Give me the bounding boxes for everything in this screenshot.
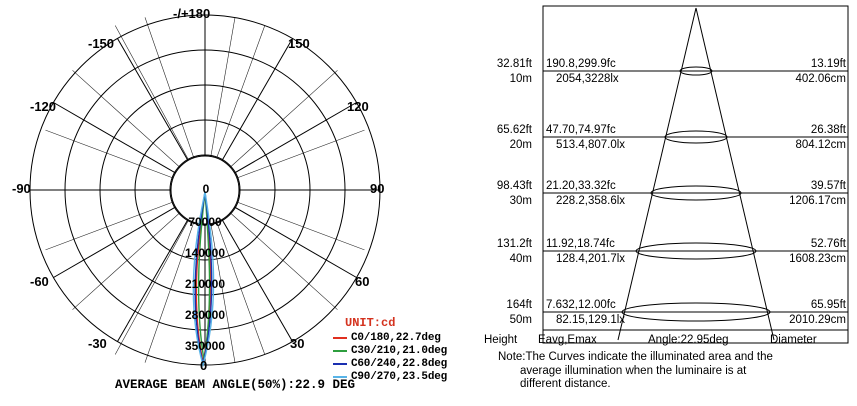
polar-ring-value: 70000	[188, 215, 222, 229]
cone-eavg-emax-fc: 7.632,12.00fc	[546, 299, 616, 311]
cone-eavg-emax-lx: 82.15,129.1lx	[556, 314, 626, 326]
cone-diameter-cm: 1608.23cm	[789, 253, 846, 265]
legend-item	[333, 331, 447, 344]
average-beam-angle-caption: AVERAGE BEAM ANGLE(50%):22.9 DEG	[114, 378, 356, 392]
polar-angle-label: -30	[88, 336, 107, 351]
legend-label: C0/180,22.7deg	[351, 331, 441, 344]
polar-ring-value: 350000	[184, 339, 226, 353]
legend-label: C30/210,21.0deg	[351, 344, 448, 357]
polar-angle-label: 120	[347, 99, 369, 114]
polar-angle-label: 60	[355, 274, 370, 289]
cone-diameter-ft: 65.95ft	[810, 299, 846, 311]
cone-height-ft: 65.62ft	[496, 124, 532, 136]
cone-eavg-emax-fc: 21.20,33.32fc	[546, 180, 616, 192]
polar-ring-value: 280000	[184, 308, 226, 322]
polar-angle-label: -150	[88, 36, 115, 51]
cone-note-line-1: Note:The Curves indicate the illuminated area and the	[498, 351, 773, 363]
cone-eavg-emax-fc: 190.8,299.9fc	[546, 58, 616, 70]
polar-angle-label: 150	[288, 36, 310, 51]
polar-angle-label: 30	[290, 336, 305, 351]
cone-height-m: 40m	[509, 253, 532, 265]
cone-diameter-cm: 2010.29cm	[789, 314, 846, 326]
cone-height-ft: 98.43ft	[496, 180, 532, 192]
cone-height-m: 30m	[509, 195, 532, 207]
cone-diameter-cm: 1206.17cm	[789, 195, 846, 207]
legend-swatch-icon	[333, 337, 347, 339]
column-header-height: Height	[484, 334, 518, 346]
legend-item	[333, 357, 447, 370]
cone-diameter-cm: 402.06cm	[795, 73, 846, 85]
cone-diameter-ft: 26.38ft	[810, 124, 846, 136]
cone-diameter-ft: 52.76ft	[810, 238, 846, 250]
legend-label: C90/270,23.5deg	[351, 370, 448, 383]
cone-height-ft: 164ft	[506, 299, 532, 311]
polar-center-zero: 0	[202, 182, 210, 196]
polar-angle-label: -60	[30, 274, 49, 289]
cone-eavg-emax-fc: 11.92,18.74fc	[546, 238, 615, 250]
polar-label-bottom: 0	[200, 358, 208, 373]
column-header-diameter: Diameter	[770, 334, 817, 346]
legend-item	[333, 344, 447, 357]
polar-angle-label: -120	[30, 99, 57, 114]
cone-diameter-ft: 13.19ft	[810, 58, 846, 70]
cone-eavg-emax-lx: 2054,3228lx	[556, 73, 619, 85]
cone-diameter-cm: 804.12cm	[795, 139, 846, 151]
cone-height-ft: 32.81ft	[496, 58, 532, 70]
column-header-angle: Angle:22.95deg	[648, 334, 729, 346]
cone-eavg-emax-fc: 47.70,74.97fc	[546, 124, 616, 136]
polar-angle-label: 90	[370, 181, 385, 196]
column-header-eavg: Eavg,Emax	[538, 334, 597, 346]
polar-label-top: -/+180	[173, 6, 211, 21]
cone-height-m: 10m	[509, 73, 532, 85]
cone-diameter-ft: 39.57ft	[810, 180, 846, 192]
polar-ring-value: 210000	[184, 277, 226, 291]
cone-note-line-3: different distance.	[520, 378, 611, 390]
cone-eavg-emax-lx: 228.2,358.6lx	[556, 195, 626, 207]
cone-height-m: 50m	[509, 314, 532, 326]
cone-note-line-2: average illumination when the luminaire is at	[520, 364, 747, 377]
cone-eavg-emax-lx: 513.4,807.0lx	[556, 139, 626, 151]
polar-angle-label: -90	[12, 181, 31, 196]
cone-eavg-emax-lx: 128.4,201.7lx	[556, 253, 626, 265]
polar-ring-value: 140000	[184, 246, 226, 260]
cone-diagram-panel	[470, 0, 857, 406]
legend-label: C60/240,22.8deg	[351, 357, 448, 370]
cone-height-m: 20m	[509, 139, 532, 151]
legend-swatch-icon	[333, 350, 347, 352]
polar-unit-label: UNIT:cd	[345, 316, 396, 330]
cone-height-ft: 131.2ft	[496, 238, 532, 250]
polar-legend	[333, 331, 447, 383]
cone-note	[498, 351, 853, 392]
legend-swatch-icon	[333, 363, 347, 365]
